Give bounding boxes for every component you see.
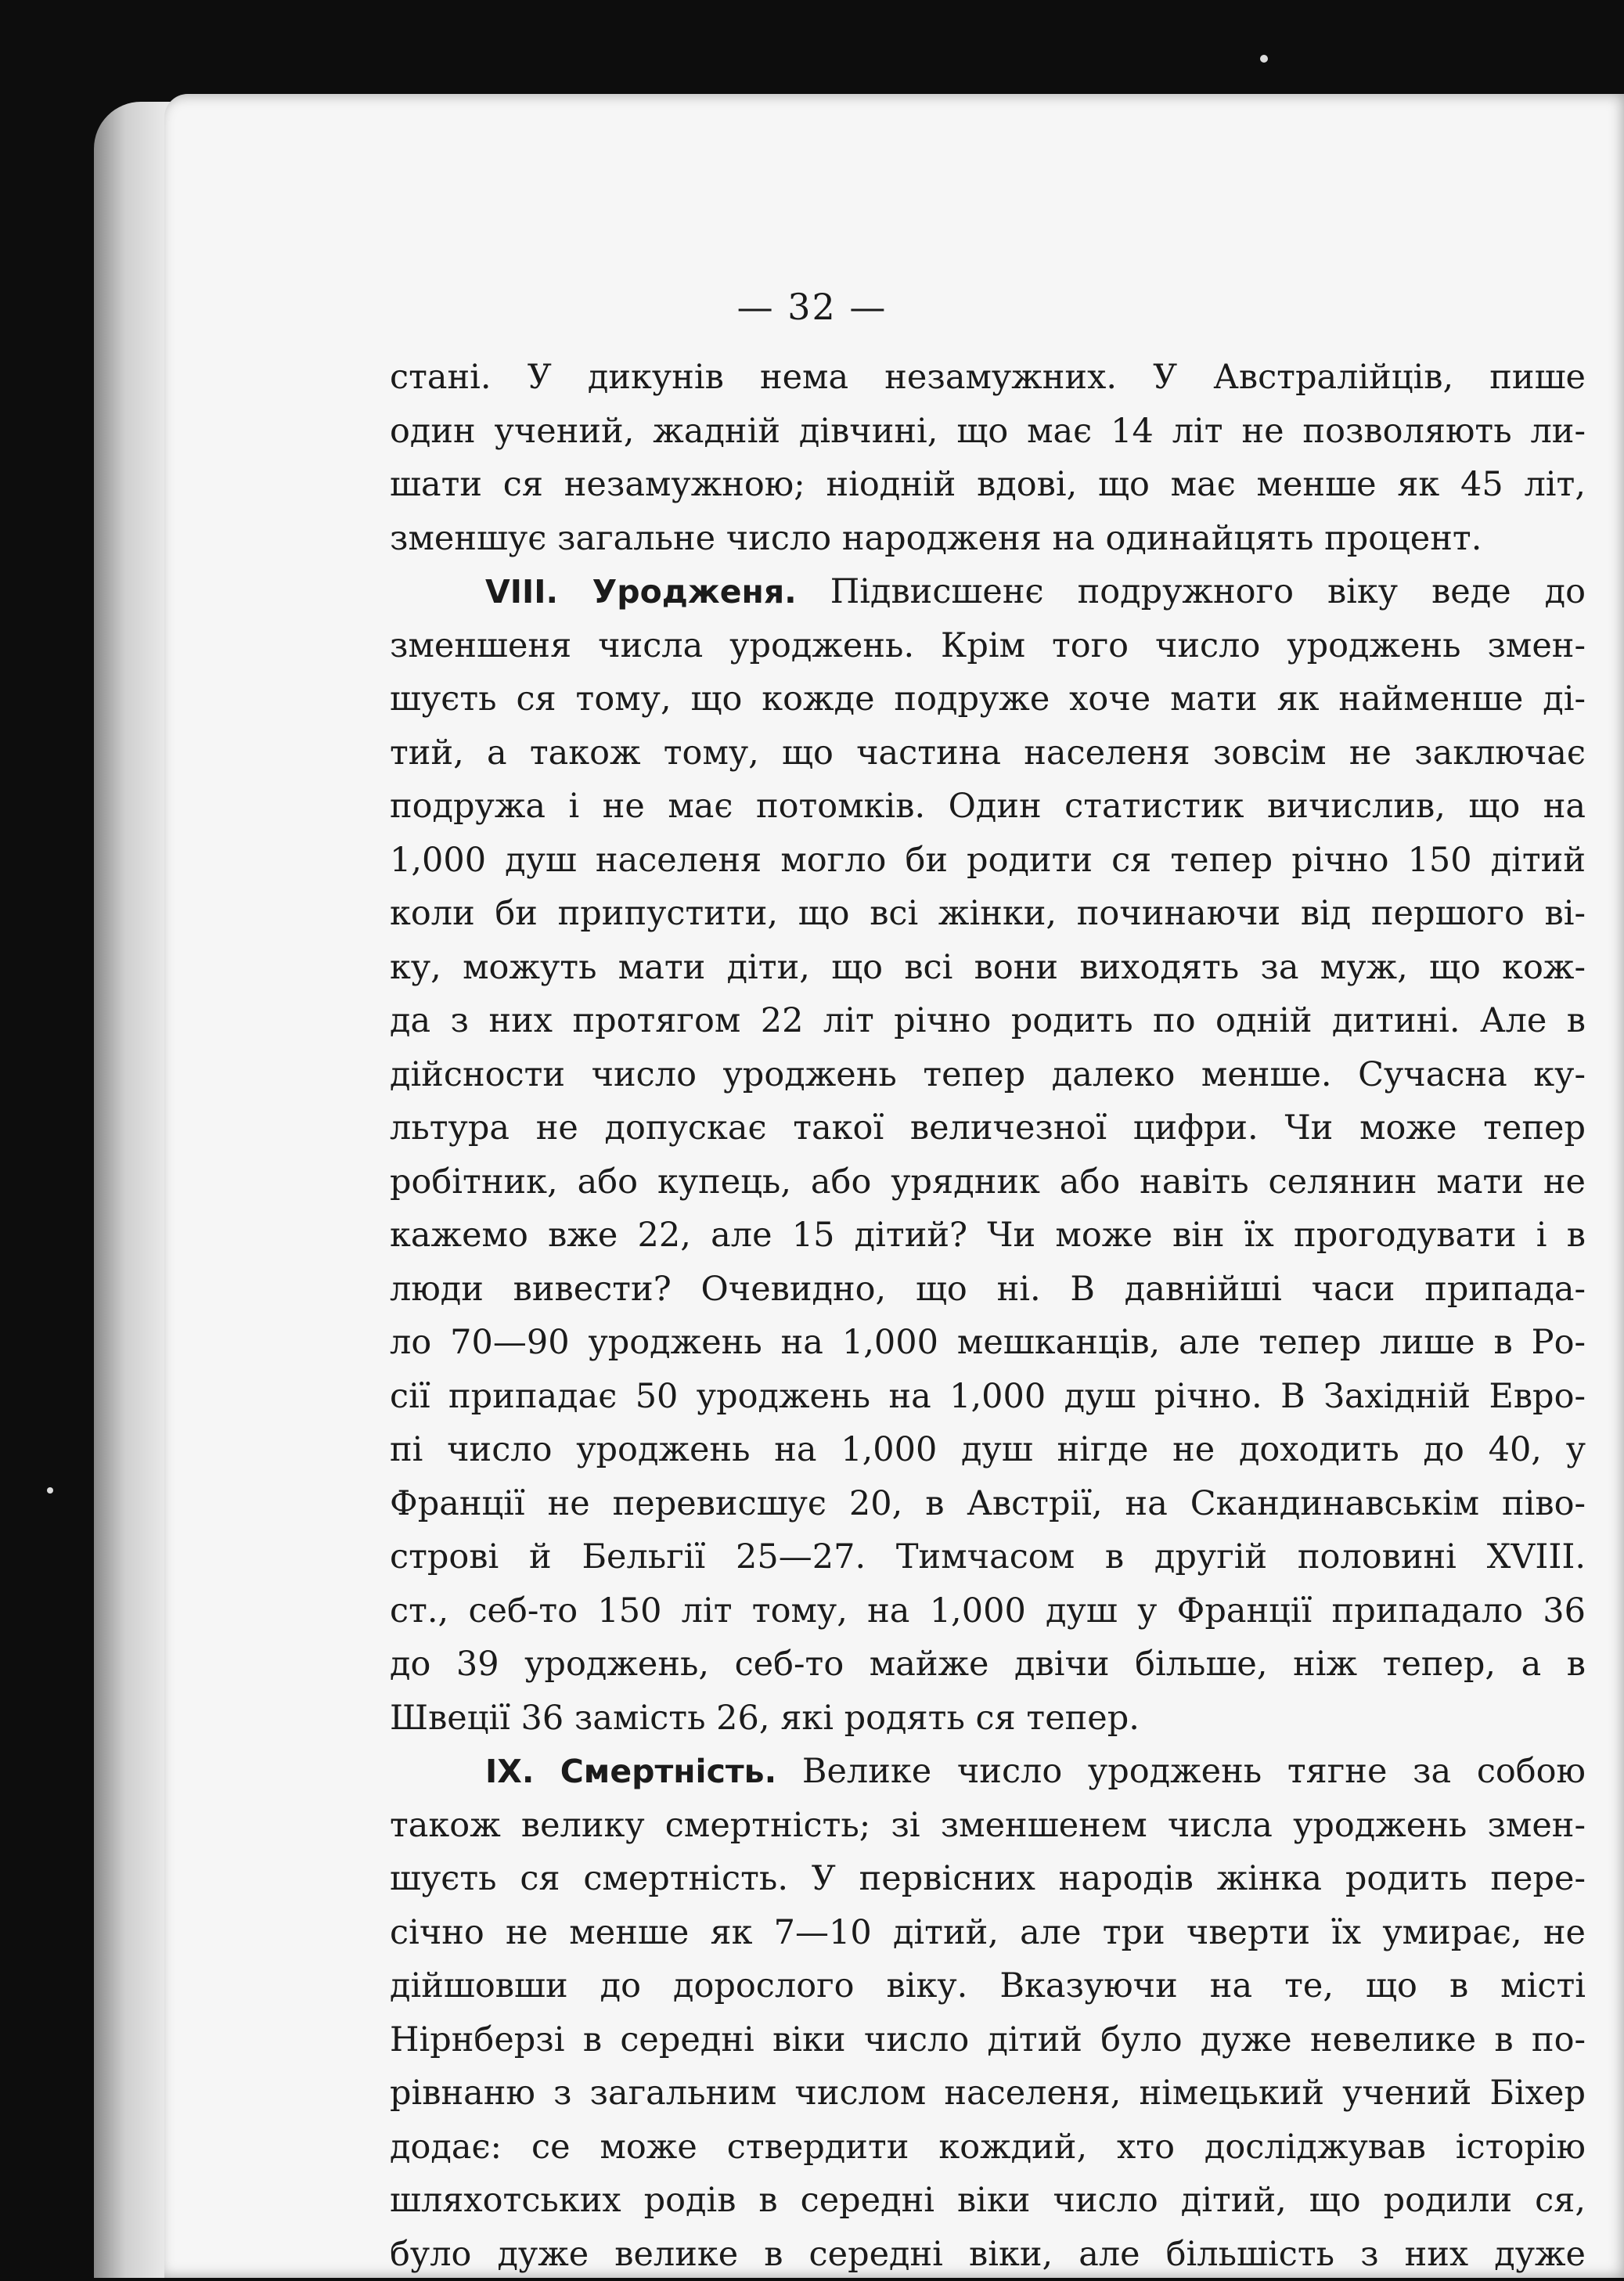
text-line: строві й Бельгії 25—27. Тимчасом в другій половині XVIII. xyxy=(390,1530,1586,1584)
text-line: дійшовши до дорослого віку. Вказуючи на те, що в місті xyxy=(390,1959,1586,2013)
text-line: кажемо вже 22, але 15 дітий? Чи може він їх прогодувати і в xyxy=(390,1209,1586,1263)
text-line: січно не менше як 7—10 дітий, але три чверти їх умирає, не xyxy=(390,1906,1586,1960)
text-line: також велику смертність; зі зменшенем числа уроджень змен- xyxy=(390,1799,1586,1853)
text-line: стані. У дикунів нема незамужних. У Австралійців, пише xyxy=(390,351,1586,405)
text-line: Франції не перевисшує 20, в Австрії, на Скандинавськім піво- xyxy=(390,1477,1586,1531)
text-line: додає: се може ствердити кождий, хто досліджував історію xyxy=(390,2121,1586,2175)
text-line: Нірнберзі в середні віки число дітий було дуже невелике в по- xyxy=(390,2013,1586,2067)
section-heading-ix: IX. Смертність. xyxy=(485,1753,776,1790)
text-line: зменшує загальне число народженя на одинайцять процент. xyxy=(390,512,1586,566)
text-line: пі число уроджень на 1,000 душ нігде не доходить до 40, у xyxy=(390,1423,1586,1477)
section-heading-viii: VIII. Уродженя. xyxy=(485,573,797,611)
page-number: — 32 — xyxy=(0,286,1624,328)
text-line: дійсности число уроджень тепер далеко менше. Сучасна ку- xyxy=(390,1048,1586,1102)
text-line: льтура не допускає такої величезної цифри. Чи може тепер xyxy=(390,1101,1586,1155)
page-text xyxy=(390,351,1586,2281)
text-line: до 39 уроджень, себ-то майже двічи більше, ніж тепер, а в xyxy=(390,1638,1586,1692)
text-line: зменшеня числа уроджень. Крім того число уроджень змен- xyxy=(390,619,1586,673)
text-line: Швеції 36 замість 26, які родять ся тепер. xyxy=(390,1692,1586,1746)
text-line: люди вивести? Очевидно, що ні. В давнійші часи припада- xyxy=(390,1263,1586,1317)
text-line: сії припадає 50 уроджень на 1,000 душ річно. В Західній Евро- xyxy=(390,1370,1586,1424)
text-line: ло 70—90 уроджень на 1,000 мешканців, але тепер лише в Ро- xyxy=(390,1316,1586,1370)
text-line: шати ся незамужною; ніодній вдові, що має менше як 45 літ, xyxy=(390,458,1586,512)
dust-speck xyxy=(47,1487,53,1494)
text-line: один учений, жадній дівчині, що має 14 літ не позволяють ли- xyxy=(390,405,1586,459)
section-heading-line xyxy=(390,1745,1586,1799)
dust-speck xyxy=(1260,55,1268,63)
text-line: ку, можуть мати діти, що всі вони виходять за муж, що кож- xyxy=(390,941,1586,995)
text-line: рівнаню з загальним числом населеня, німецький учений Біхер xyxy=(390,2067,1586,2121)
text-line: Підвисшенє подружного віку веде до xyxy=(830,572,1586,611)
text-line: тий, а також тому, що частина населеня зовсім не заключає xyxy=(390,726,1586,780)
section-heading-line xyxy=(390,565,1586,619)
text-line: шляхотських родів в середні віки число дітий, що родили ся, xyxy=(390,2174,1586,2228)
text-line: було дуже велике в середні віки, але більшість з них дуже xyxy=(390,2228,1586,2281)
text-line: Велике число уроджень тягне за собою xyxy=(802,1752,1586,1791)
text-line: ст., себ-то 150 літ тому, на 1,000 душ у Франції припадало 36 xyxy=(390,1584,1586,1638)
text-line: шуєть ся тому, що кожде подруже хоче мати як найменше ді- xyxy=(390,672,1586,726)
text-line: да з них протягом 22 літ річно родить по одній дитині. Але в xyxy=(390,994,1586,1048)
text-line: подружа і не має потомків. Один статистик вичислив, що на xyxy=(390,780,1586,834)
text-line: коли би припустити, що всі жінки, починаючи від першого ві- xyxy=(390,887,1586,941)
text-line: робітник, або купець, або урядник або навіть селянин мати не xyxy=(390,1155,1586,1209)
text-line: шуєть ся смертність. У первісних народів жінка родить пере- xyxy=(390,1852,1586,1906)
text-line: 1,000 душ населеня могло би родити ся тепер річно 150 дітий xyxy=(390,834,1586,888)
